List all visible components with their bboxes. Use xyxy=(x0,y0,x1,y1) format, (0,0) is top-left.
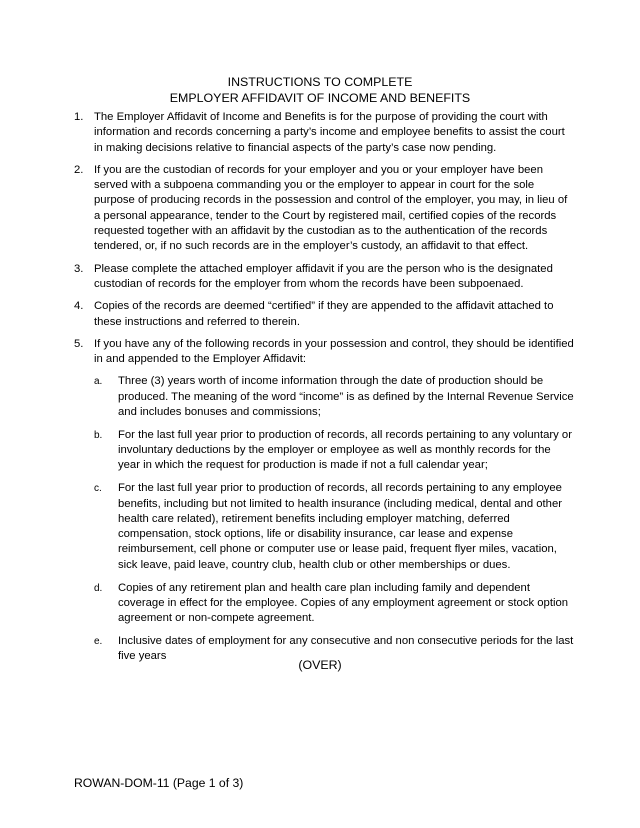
over-label: (OVER) xyxy=(298,658,342,672)
sub-item-text: Inclusive dates of employment for any consecutive and non consecutive periods for the last five years xyxy=(118,634,574,663)
sub-item-b xyxy=(94,428,574,474)
sub-item-letter: a. xyxy=(94,376,103,388)
sub-item-text: For the last full year prior to production of records, all records pertaining to any voluntary or involuntary deductions by the employer or employee as well as monthly records for the year in which the request for production is made if not a full calendar year; xyxy=(118,428,572,472)
item-number: 3. xyxy=(74,262,84,275)
item-text: Copies of the records are deemed “certified” if they are appended to the affidavit attached to these instructions and referred to therein. xyxy=(94,300,554,328)
item-number: 1. xyxy=(74,111,84,123)
sub-item-text: Copies of any retirement plan and health care plan including family and dependent coverage in effect for the employee. Copies of any employment agreement or stock option agreement or non-compete agreement. xyxy=(118,581,569,625)
document-title xyxy=(0,75,640,106)
item-text: If you are the custodian of records for your employer and you or your employer have been served with a subpoena commanding you or the employer to appear in court for the sole purpose of producing records in the possession and control of the employer, you may, in lieu of a personal appearance, tender to the Court by registered mail, certified copies of the records requested together with an affidavit by the custodian as to the authentication of the records tendered, or, if no such records are in the employer’s custody, an affidavit to that effect. xyxy=(94,163,568,253)
instructions-list xyxy=(74,110,574,672)
title-line-1: INSTRUCTIONS TO COMPLETE xyxy=(227,75,413,89)
sub-item-a xyxy=(94,374,574,420)
item-text: If you have any of the following records in your possession and control, they should be identified in and appended to the Employer Affidavit: xyxy=(94,337,574,366)
page-footer: ROWAN-DOM-11 (Page 1 of 3) xyxy=(74,776,244,790)
sub-item-c xyxy=(94,481,574,573)
instruction-item-2 xyxy=(74,163,574,255)
instruction-item-3 xyxy=(74,262,574,293)
item-number: 5. xyxy=(74,337,84,350)
sub-item-letter: e. xyxy=(94,635,103,647)
sub-item-text: Three (3) years worth of income information through the date of production should be produced. The meaning of the word “income” is as defined by the Internal Revenue Service and includes bonuses and commissions; xyxy=(118,375,574,419)
sub-item-d xyxy=(94,581,574,627)
instruction-item-1 xyxy=(74,110,574,156)
instruction-item-5 xyxy=(74,337,574,665)
sub-item-letter: b. xyxy=(94,429,103,441)
sub-item-text: For the last full year prior to production of records, all records pertaining to any employee benefits, including but not limited to health insurance (including medical, dental and other health care related), retirement benefits including employer matching, deferred compensation, stock options, life or disability insurance, car lease and expense reimbursement, cell phone or computer use or lease paid, frequent flyer miles, vacation, sick leave, paid leave, country club, health club or other memberships or dues. xyxy=(118,482,562,571)
sub-item-letter: d. xyxy=(94,582,103,594)
records-sublist xyxy=(94,374,574,664)
title-line-2: EMPLOYER AFFIDAVIT OF INCOME AND BENEFITS xyxy=(169,90,471,105)
instruction-item-4 xyxy=(74,299,574,330)
item-number: 2. xyxy=(74,163,84,176)
item-text: The Employer Affidavit of Income and Benefits is for the purpose of providing the court with information and records concerning a party’s income and employee benefits to assist the court in making decisions relative to financial aspects of the party’s case now pending. xyxy=(94,111,565,154)
item-number: 4. xyxy=(74,300,84,313)
item-text: Please complete the attached employer affidavit if you are the person who is the designated custodian of records for the employer from whom the records have been subpoenaed. xyxy=(94,262,553,290)
sub-item-letter: c. xyxy=(94,483,102,495)
